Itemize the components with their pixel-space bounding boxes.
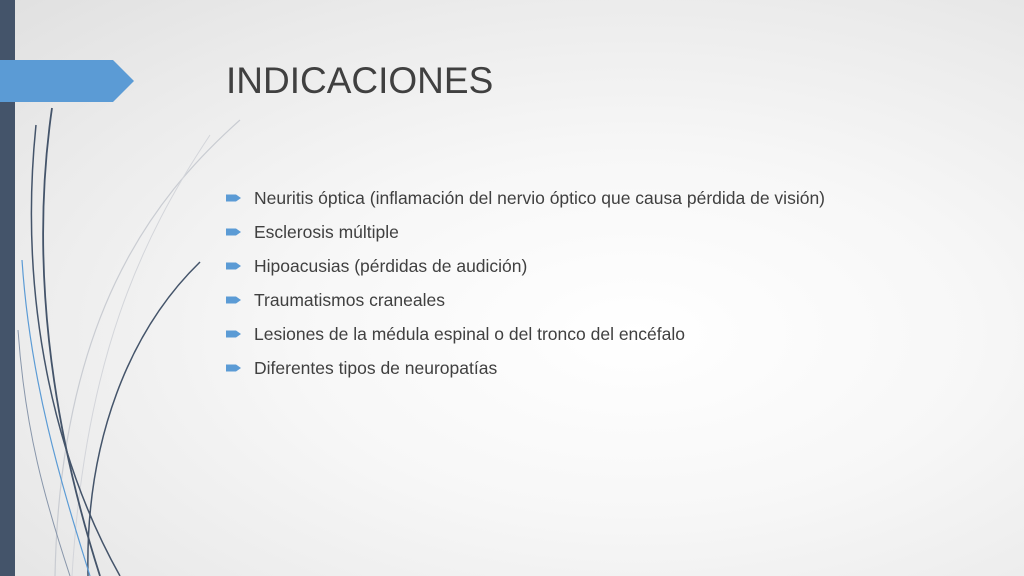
curve-light-1 [55, 120, 240, 576]
list-item [226, 215, 825, 249]
list-item [226, 181, 825, 215]
curve-dark-3 [88, 262, 200, 576]
curve-blue-1 [22, 260, 90, 576]
bullet-text: Neuritis óptica (inflamación del nervio óptico que causa pérdida de visión) [254, 187, 826, 208]
pencil-bullet-icon [226, 295, 244, 305]
bullet-text: Traumatismos craneales [254, 289, 445, 310]
pencil-bullet-icon [226, 363, 244, 373]
title-arrow-tab [0, 60, 134, 102]
bullet-list [226, 181, 825, 385]
bullet-text: Lesiones de la médula espinal o del tronco del encéfalo [254, 323, 685, 344]
bullet-text: Diferentes tipos de neuropatías [254, 357, 498, 378]
list-item [226, 317, 825, 351]
bullet-text: Esclerosis múltiple [254, 221, 399, 242]
slide-title: INDICACIONES [226, 60, 494, 101]
list-item [226, 351, 825, 385]
pencil-bullet-icon [226, 261, 244, 271]
list-item [226, 249, 825, 283]
pencil-bullet-icon [226, 227, 244, 237]
bullet-text: Hipoacusias (pérdidas de audición) [254, 255, 528, 276]
list-item [226, 283, 825, 317]
curve-light-2 [72, 135, 210, 576]
pencil-bullet-icon [226, 329, 244, 339]
pencil-bullet-icon [226, 193, 244, 203]
curve-grey-2 [18, 330, 70, 576]
